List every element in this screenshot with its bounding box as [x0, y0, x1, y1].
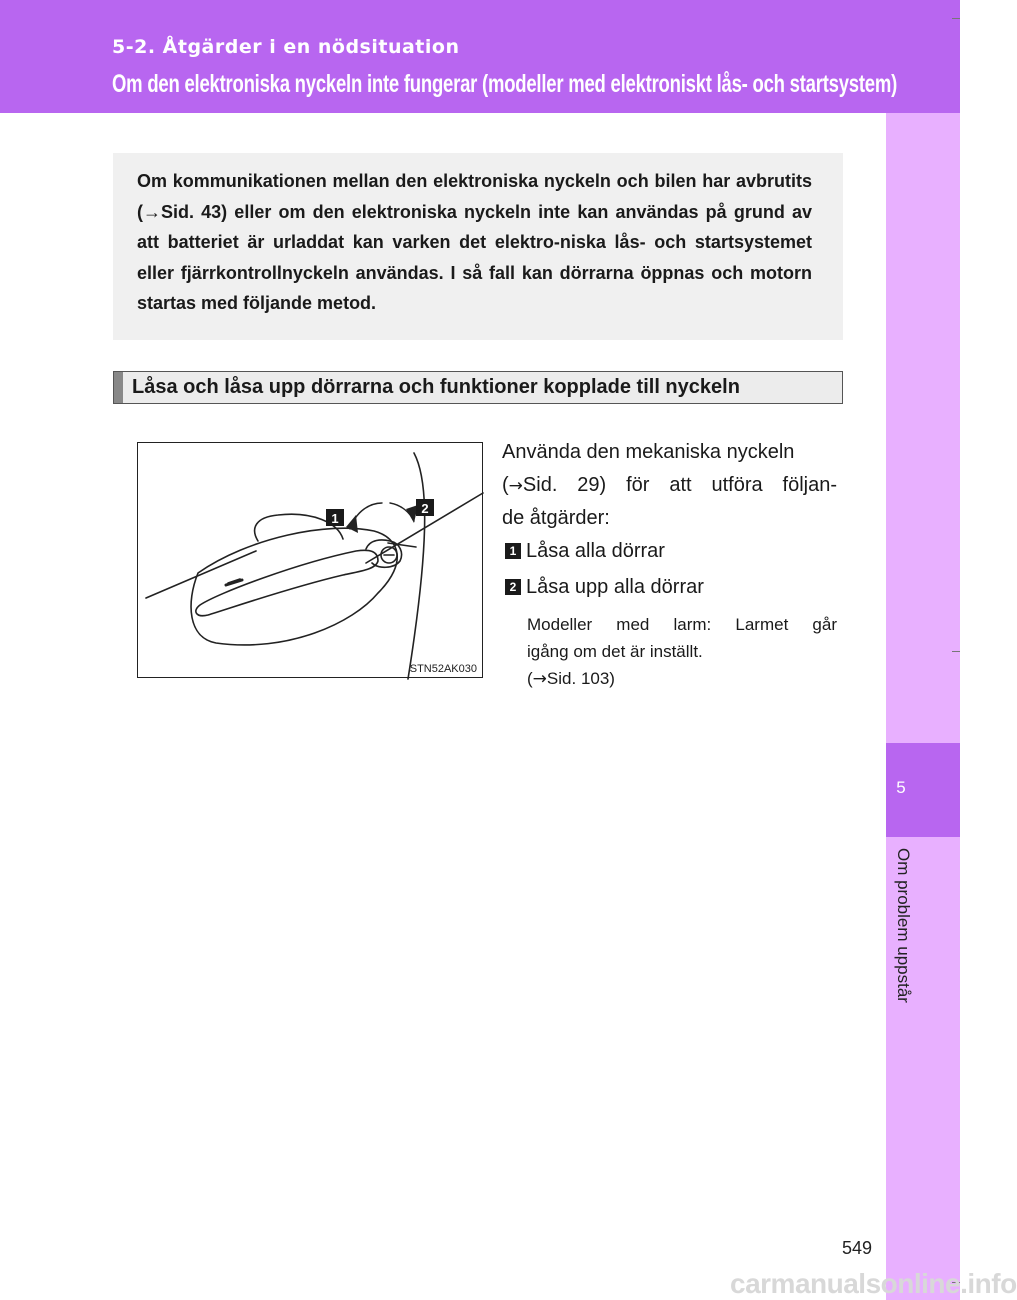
note-line-3: (→Sid. 103)	[527, 669, 615, 689]
body-text	[502, 436, 837, 535]
step-1	[505, 540, 665, 563]
step-1-number: 1	[505, 543, 521, 559]
figure-label-2: 2	[421, 501, 429, 516]
chapter-title: Om den elektroniska nyckeln inte fungerar (modeller med elektroniskt lås- och startsystem)	[112, 70, 898, 98]
body-line-2: (→Sid. 29) för att utföra följan-	[502, 473, 837, 496]
crop-mark	[952, 18, 960, 19]
door-handle-figure	[137, 442, 483, 678]
step-2-number: 2	[505, 579, 521, 595]
arrow-icon: →	[532, 669, 547, 689]
arrow-icon: →	[508, 475, 523, 496]
body-line-1: Använda den mekaniska nyckeln	[502, 441, 795, 463]
note-line-2: igång om det är inställt.	[527, 642, 703, 661]
step-1-label: Låsa alla dörrar	[526, 540, 665, 562]
intro-text: Om kommunikationen mellan den elektroniska nyckeln och bilen har avbrutits (→Sid. 43) eller om den elektroniska nyckeln inte kan användas på grund av att batteriet är urladdat kan varken det elektro-niska lås- och startsystemet eller fjärrkontrollnyckeln användas. I så fall kan dörrarna öppnas och motorn startas med följande metod.	[137, 171, 812, 313]
door-handle-illustration	[138, 443, 484, 679]
alarm-note	[527, 611, 837, 693]
crop-mark	[952, 651, 960, 652]
step-2-label: Låsa upp alla dörrar	[526, 576, 704, 598]
sidebar-strip	[886, 113, 960, 1300]
subheading-text: Låsa och låsa upp dörrarna och funktioner kopplade till nyckeln	[132, 376, 740, 398]
body-line-3: de åtgärder:	[502, 507, 610, 529]
section-label: 5-2. Åtgärder i en nödsituation	[112, 36, 460, 58]
chapter-number: 5	[896, 778, 906, 797]
subheading-bar	[114, 372, 123, 403]
step-2	[505, 576, 704, 599]
page-number: 549	[842, 1238, 873, 1258]
page-header	[0, 0, 960, 113]
note-line-1: Modeller med larm: Larmet går	[527, 615, 837, 634]
watermark: carmanualsonline.info	[730, 1268, 1017, 1299]
intro-box	[113, 153, 843, 340]
subheading-box	[113, 371, 843, 404]
figure-code: STN52AK030	[409, 663, 477, 675]
figure-label-1: 1	[331, 511, 339, 526]
chapter-side-title: Om problem uppstår	[894, 848, 913, 1003]
